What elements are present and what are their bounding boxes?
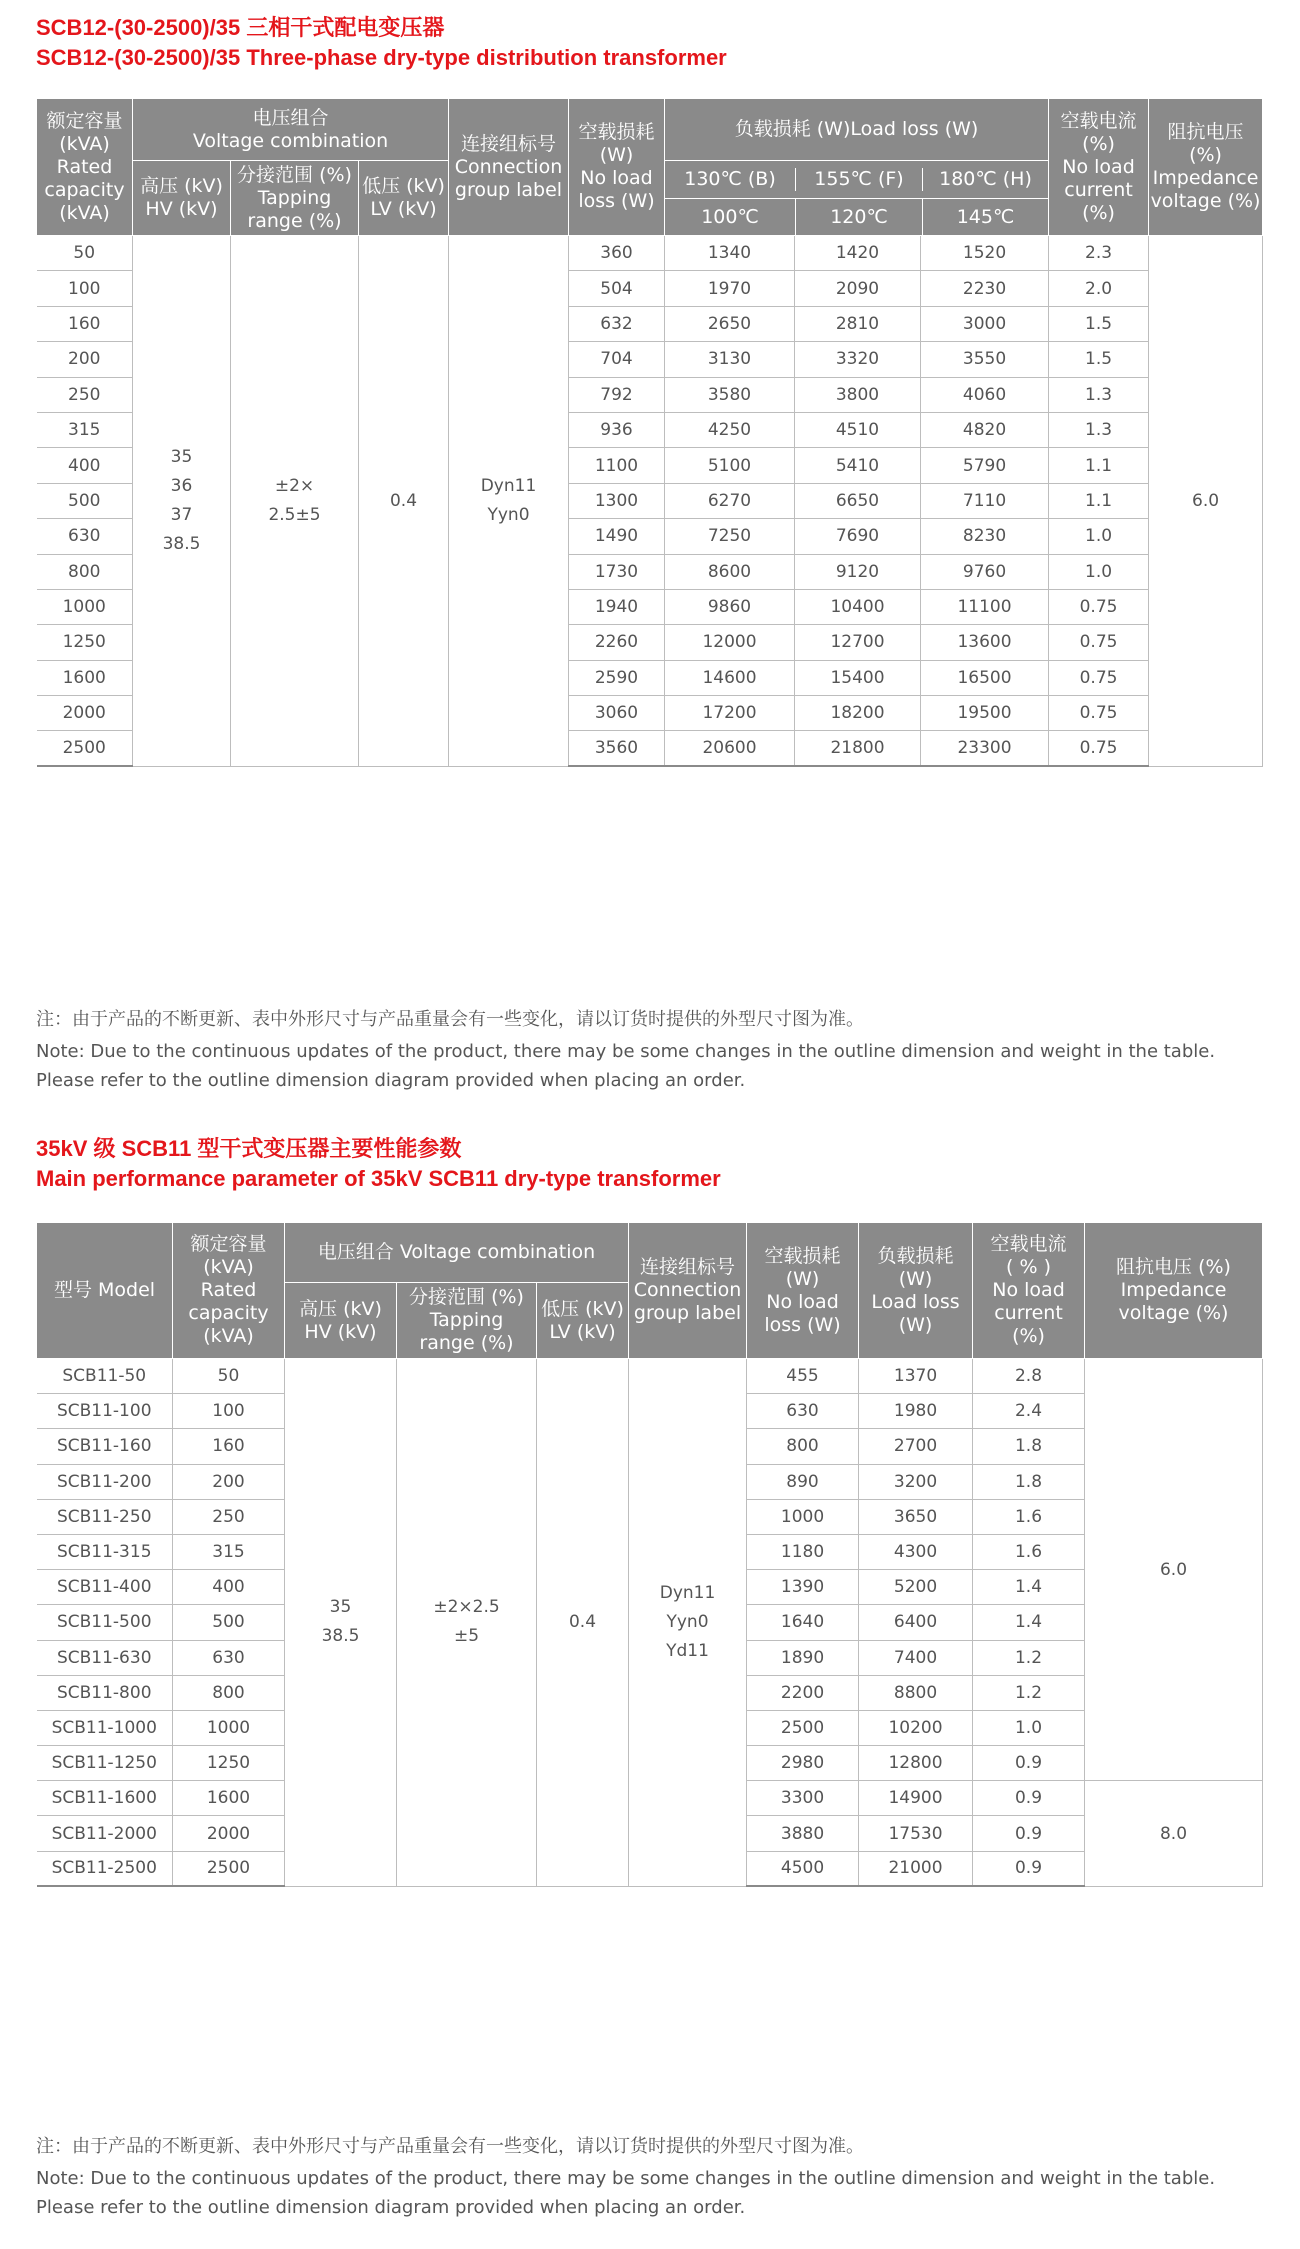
cell-impedance-merged: 6.0 bbox=[1149, 236, 1263, 767]
cell-no-load-current: 1.5 bbox=[1049, 342, 1149, 377]
cell-load-loss-b: 3130 bbox=[665, 342, 795, 377]
cell-load-loss-b: 3580 bbox=[665, 377, 795, 412]
cell-no-load-loss: 455 bbox=[747, 1359, 859, 1394]
cell-connection-merged bbox=[449, 236, 569, 767]
cell-capacity: 50 bbox=[37, 236, 133, 271]
cell-no-load-current: 0.75 bbox=[1049, 696, 1149, 731]
cell-no-load-current: 2.3 bbox=[1049, 236, 1149, 271]
section2-note-en2: Please refer to the outline dimension diagram provided when placing an order. bbox=[36, 2197, 746, 2218]
cell-no-load-loss: 800 bbox=[747, 1429, 859, 1464]
header-rated-capacity: 额定容量 (kVA) Rated capacity (kVA) bbox=[173, 1223, 285, 1359]
cell-model: SCB11-2000 bbox=[37, 1816, 173, 1851]
cell-capacity: 1250 bbox=[173, 1746, 285, 1781]
cell-load-loss-f: 2090 bbox=[795, 271, 921, 306]
cell-capacity: 2000 bbox=[37, 696, 133, 731]
cell-capacity: 200 bbox=[173, 1464, 285, 1499]
header-temp-b: 130℃ (B) bbox=[665, 168, 796, 191]
cell-no-load-loss: 1730 bbox=[569, 554, 665, 589]
header-load-loss: 负载损耗 (W)Load loss (W) bbox=[665, 99, 1049, 161]
cell-load-loss-f: 5410 bbox=[795, 448, 921, 483]
cell-no-load-loss: 936 bbox=[569, 412, 665, 447]
cell-model: SCB11-1000 bbox=[37, 1710, 173, 1745]
header-model: 型号 Model bbox=[37, 1223, 173, 1359]
header-no-load-current: 空载电流 (%) No load current (%) bbox=[1049, 99, 1149, 236]
header-rated-capacity: 额定容量 (kVA) Rated capacity (kVA) bbox=[37, 99, 133, 236]
cell-capacity: 160 bbox=[37, 306, 133, 341]
cell-tapping-merged-line: ±2×2.5 bbox=[433, 1597, 500, 1618]
cell-no-load-current: 0.75 bbox=[1049, 589, 1149, 624]
cell-tapping-merged-line: ±2× bbox=[274, 475, 315, 496]
cell-connection-merged-line: Dyn11 bbox=[659, 1582, 716, 1603]
cell-load-loss-f: 12700 bbox=[795, 625, 921, 660]
cell-load-loss: 8800 bbox=[859, 1675, 973, 1710]
cell-no-load-loss: 2500 bbox=[747, 1710, 859, 1745]
cell-no-load-current: 0.9 bbox=[973, 1851, 1085, 1886]
cell-no-load-loss: 2200 bbox=[747, 1675, 859, 1710]
cell-model: SCB11-100 bbox=[37, 1394, 173, 1429]
cell-no-load-loss: 1490 bbox=[569, 519, 665, 554]
cell-connection-merged-line: Yyn0 bbox=[666, 1611, 709, 1632]
cell-load-loss: 4300 bbox=[859, 1534, 973, 1569]
cell-load-loss: 14900 bbox=[859, 1781, 973, 1816]
section1-title-cn: SCB12-(30-2500)/35 三相干式配电变压器 bbox=[36, 15, 445, 40]
header-tapping-range: 分接范围 (%) Tapping range (%) bbox=[397, 1283, 537, 1359]
cell-load-loss: 21000 bbox=[859, 1851, 973, 1886]
cell-no-load-loss: 1390 bbox=[747, 1570, 859, 1605]
cell-no-load-current: 1.2 bbox=[973, 1675, 1085, 1710]
header-hv: 高压 (kV) HV (kV) bbox=[133, 161, 231, 236]
cell-no-load-current: 1.3 bbox=[1049, 377, 1149, 412]
header-impedance-voltage: 阻抗电压 (%) Impedance voltage (%) bbox=[1149, 99, 1263, 236]
cell-no-load-current: 2.4 bbox=[973, 1394, 1085, 1429]
cell-no-load-current: 1.8 bbox=[973, 1464, 1085, 1499]
cell-hv-merged bbox=[285, 1359, 397, 1887]
cell-no-load-current: 0.9 bbox=[973, 1746, 1085, 1781]
cell-no-load-loss: 3560 bbox=[569, 731, 665, 766]
cell-hv-merged-line: 35 bbox=[329, 1597, 352, 1618]
cell-tapping-merged-line: 2.5±5 bbox=[268, 504, 321, 525]
cell-no-load-current: 2.0 bbox=[1049, 271, 1149, 306]
header-ref-f: 120℃ bbox=[796, 199, 923, 235]
table-row bbox=[37, 1359, 1263, 1394]
cell-no-load-current: 0.75 bbox=[1049, 660, 1149, 695]
cell-no-load-current: 1.1 bbox=[1049, 483, 1149, 518]
cell-load-loss: 1980 bbox=[859, 1394, 973, 1429]
header-no-load-loss: 空载损耗 (W) No load loss (W) bbox=[747, 1223, 859, 1359]
cell-connection-merged bbox=[629, 1359, 747, 1887]
cell-tapping-merged bbox=[231, 236, 359, 767]
cell-capacity: 100 bbox=[173, 1394, 285, 1429]
cell-no-load-loss: 3060 bbox=[569, 696, 665, 731]
cell-load-loss-h: 23300 bbox=[921, 731, 1049, 766]
section2-title-cn: 35kV 级 SCB11 型干式变压器主要性能参数 bbox=[36, 1136, 462, 1161]
cell-no-load-loss: 360 bbox=[569, 236, 665, 271]
cell-load-loss: 5200 bbox=[859, 1570, 973, 1605]
cell-model: SCB11-400 bbox=[37, 1570, 173, 1605]
cell-load-loss-f: 10400 bbox=[795, 589, 921, 624]
cell-no-load-loss: 1890 bbox=[747, 1640, 859, 1675]
header-connection-group: 连接组标号 Connection group label bbox=[629, 1223, 747, 1359]
cell-no-load-current: 1.8 bbox=[973, 1429, 1085, 1464]
header-connection-group: 连接组标号 Connection group label bbox=[449, 99, 569, 236]
cell-load-loss: 1370 bbox=[859, 1359, 973, 1394]
cell-capacity: 200 bbox=[37, 342, 133, 377]
header-lv: 低压 (kV) LV (kV) bbox=[537, 1283, 629, 1359]
cell-load-loss-f: 21800 bbox=[795, 731, 921, 766]
cell-load-loss-b: 2650 bbox=[665, 306, 795, 341]
cell-load-loss-f: 2810 bbox=[795, 306, 921, 341]
cell-load-loss-b: 17200 bbox=[665, 696, 795, 731]
header-lv: 低压 (kV) LV (kV) bbox=[359, 161, 449, 236]
cell-no-load-loss: 1640 bbox=[747, 1605, 859, 1640]
cell-capacity: 315 bbox=[173, 1534, 285, 1569]
cell-no-load-loss: 792 bbox=[569, 377, 665, 412]
cell-load-loss-h: 5790 bbox=[921, 448, 1049, 483]
cell-load-loss-h: 11100 bbox=[921, 589, 1049, 624]
cell-no-load-loss: 1000 bbox=[747, 1499, 859, 1534]
cell-load-loss-f: 1420 bbox=[795, 236, 921, 271]
cell-no-load-current: 0.9 bbox=[973, 1816, 1085, 1851]
cell-load-loss-f: 4510 bbox=[795, 412, 921, 447]
cell-capacity: 1600 bbox=[173, 1781, 285, 1816]
cell-load-loss-b: 1340 bbox=[665, 236, 795, 271]
cell-load-loss-f: 15400 bbox=[795, 660, 921, 695]
cell-hv-merged-line: 38.5 bbox=[321, 1626, 360, 1647]
cell-hv-merged bbox=[133, 236, 231, 767]
cell-load-loss-b: 9860 bbox=[665, 589, 795, 624]
cell-no-load-current: 1.4 bbox=[973, 1570, 1085, 1605]
cell-model: SCB11-630 bbox=[37, 1640, 173, 1675]
cell-no-load-current: 0.75 bbox=[1049, 625, 1149, 660]
cell-connection-merged-line: Yyn0 bbox=[487, 504, 530, 525]
cell-capacity: 1000 bbox=[173, 1710, 285, 1745]
header-load-loss: 负载损耗 (W) Load loss (W) bbox=[859, 1223, 973, 1359]
cell-model: SCB11-200 bbox=[37, 1464, 173, 1499]
cell-capacity: 2000 bbox=[173, 1816, 285, 1851]
cell-no-load-loss: 1180 bbox=[747, 1534, 859, 1569]
cell-load-loss-h: 1520 bbox=[921, 236, 1049, 271]
cell-model: SCB11-250 bbox=[37, 1499, 173, 1534]
cell-load-loss-f: 7690 bbox=[795, 519, 921, 554]
cell-load-loss-h: 2230 bbox=[921, 271, 1049, 306]
cell-capacity: 250 bbox=[37, 377, 133, 412]
cell-load-loss-h: 7110 bbox=[921, 483, 1049, 518]
cell-no-load-current: 1.0 bbox=[1049, 519, 1149, 554]
cell-capacity: 315 bbox=[37, 412, 133, 447]
cell-load-loss-b: 14600 bbox=[665, 660, 795, 695]
cell-capacity: 630 bbox=[173, 1640, 285, 1675]
cell-load-loss-h: 9760 bbox=[921, 554, 1049, 589]
cell-load-loss-h: 13600 bbox=[921, 625, 1049, 660]
cell-no-load-current: 1.2 bbox=[973, 1640, 1085, 1675]
cell-no-load-current: 0.75 bbox=[1049, 731, 1149, 766]
cell-impedance-merged-b: 8.0 bbox=[1085, 1781, 1263, 1887]
cell-capacity: 500 bbox=[37, 483, 133, 518]
cell-model: SCB11-800 bbox=[37, 1675, 173, 1710]
cell-load-loss-h: 8230 bbox=[921, 519, 1049, 554]
cell-load-loss-h: 3000 bbox=[921, 306, 1049, 341]
cell-load-loss-b: 12000 bbox=[665, 625, 795, 660]
cell-no-load-current: 1.5 bbox=[1049, 306, 1149, 341]
cell-no-load-loss: 2260 bbox=[569, 625, 665, 660]
cell-no-load-current: 1.1 bbox=[1049, 448, 1149, 483]
cell-load-loss-b: 8600 bbox=[665, 554, 795, 589]
header-ref-h: 145℃ bbox=[956, 206, 1015, 228]
header-temp-h: 180℃ (H) bbox=[939, 168, 1032, 190]
cell-load-loss-b: 1970 bbox=[665, 271, 795, 306]
cell-model: SCB11-1600 bbox=[37, 1781, 173, 1816]
cell-no-load-current: 1.0 bbox=[1049, 554, 1149, 589]
cell-load-loss-h: 4060 bbox=[921, 377, 1049, 412]
cell-no-load-current: 0.9 bbox=[973, 1781, 1085, 1816]
cell-tapping-merged-line: ±5 bbox=[453, 1626, 480, 1647]
table-row bbox=[37, 236, 1263, 271]
scb12-spec-table bbox=[36, 98, 1263, 767]
cell-model: SCB11-315 bbox=[37, 1534, 173, 1569]
cell-capacity: 100 bbox=[37, 271, 133, 306]
cell-no-load-loss: 890 bbox=[747, 1464, 859, 1499]
cell-tapping-merged bbox=[397, 1359, 537, 1887]
header-voltage-combination: 电压组合 Voltage combination bbox=[133, 99, 449, 161]
section2-note-en1: Note: Due to the continuous updates of the product, there may be some changes in the outline dimension and weight in the table. bbox=[36, 2168, 1216, 2189]
header-voltage-combination: 电压组合 Voltage combination bbox=[285, 1223, 629, 1283]
cell-capacity: 400 bbox=[37, 448, 133, 483]
cell-capacity: 800 bbox=[37, 554, 133, 589]
cell-hv-merged-line: 35 bbox=[170, 446, 193, 467]
section1-note-en2: Please refer to the outline dimension diagram provided when placing an order. bbox=[36, 1070, 746, 1091]
header-no-load-current: 空载电流 ( % ) No load current (%) bbox=[973, 1223, 1085, 1359]
cell-hv-merged-line: 37 bbox=[170, 504, 193, 525]
cell-no-load-loss: 704 bbox=[569, 342, 665, 377]
cell-load-loss-h: 19500 bbox=[921, 696, 1049, 731]
header-hv: 高压 (kV) HV (kV) bbox=[285, 1283, 397, 1359]
cell-load-loss: 12800 bbox=[859, 1746, 973, 1781]
cell-no-load-loss: 2590 bbox=[569, 660, 665, 695]
cell-load-loss: 6400 bbox=[859, 1605, 973, 1640]
cell-capacity: 2500 bbox=[37, 731, 133, 766]
header-temperature-grid bbox=[665, 161, 1049, 236]
cell-capacity: 50 bbox=[173, 1359, 285, 1394]
cell-capacity: 630 bbox=[37, 519, 133, 554]
cell-load-loss: 7400 bbox=[859, 1640, 973, 1675]
cell-load-loss-f: 18200 bbox=[795, 696, 921, 731]
cell-load-loss-b: 5100 bbox=[665, 448, 795, 483]
section1-note-cn: 注：由于产品的不断更新、表中外形尺寸与产品重量会有一些变化，请以订货时提供的外型尺寸图为准。 bbox=[36, 1009, 864, 1030]
cell-capacity: 250 bbox=[173, 1499, 285, 1534]
cell-no-load-current: 1.0 bbox=[973, 1710, 1085, 1745]
cell-load-loss: 2700 bbox=[859, 1429, 973, 1464]
section1-note-en1: Note: Due to the continuous updates of the product, there may be some changes in the outline dimension and weight in the table. bbox=[36, 1041, 1216, 1062]
cell-connection-merged-line: Yd11 bbox=[666, 1640, 709, 1661]
cell-no-load-current: 1.3 bbox=[1049, 412, 1149, 447]
cell-load-loss: 10200 bbox=[859, 1710, 973, 1745]
cell-no-load-loss: 3880 bbox=[747, 1816, 859, 1851]
cell-no-load-loss: 2980 bbox=[747, 1746, 859, 1781]
cell-no-load-loss: 630 bbox=[747, 1394, 859, 1429]
cell-load-loss-b: 7250 bbox=[665, 519, 795, 554]
cell-load-loss-f: 6650 bbox=[795, 483, 921, 518]
cell-no-load-loss: 3300 bbox=[747, 1781, 859, 1816]
cell-load-loss-b: 4250 bbox=[665, 412, 795, 447]
cell-connection-merged-line: Dyn11 bbox=[480, 475, 537, 496]
cell-model: SCB11-50 bbox=[37, 1359, 173, 1394]
cell-load-loss-h: 16500 bbox=[921, 660, 1049, 695]
cell-no-load-loss: 1100 bbox=[569, 448, 665, 483]
cell-load-loss-b: 20600 bbox=[665, 731, 795, 766]
cell-capacity: 1000 bbox=[37, 589, 133, 624]
cell-hv-merged-line: 38.5 bbox=[162, 533, 201, 554]
cell-no-load-loss: 1940 bbox=[569, 589, 665, 624]
section1-title-en: SCB12-(30-2500)/35 Three-phase dry-type distribution transformer bbox=[36, 45, 727, 70]
cell-no-load-current: 1.4 bbox=[973, 1605, 1085, 1640]
cell-load-loss: 17530 bbox=[859, 1816, 973, 1851]
cell-model: SCB11-160 bbox=[37, 1429, 173, 1464]
cell-no-load-loss: 504 bbox=[569, 271, 665, 306]
header-no-load-loss: 空载损耗 (W) No load loss (W) bbox=[569, 99, 665, 236]
cell-hv-merged-line: 36 bbox=[170, 475, 193, 496]
header-ref-b: 100℃ bbox=[665, 199, 796, 235]
cell-load-loss: 3200 bbox=[859, 1464, 973, 1499]
cell-model: SCB11-2500 bbox=[37, 1851, 173, 1886]
cell-load-loss-h: 3550 bbox=[921, 342, 1049, 377]
cell-no-load-current: 1.6 bbox=[973, 1499, 1085, 1534]
scb11-spec-table bbox=[36, 1222, 1263, 1887]
cell-no-load-current: 2.8 bbox=[973, 1359, 1085, 1394]
cell-model: SCB11-1250 bbox=[37, 1746, 173, 1781]
cell-capacity: 800 bbox=[173, 1675, 285, 1710]
cell-capacity: 160 bbox=[173, 1429, 285, 1464]
header-tapping-range: 分接范围 (%) Tapping range (%) bbox=[231, 161, 359, 236]
cell-load-loss-b: 6270 bbox=[665, 483, 795, 518]
cell-capacity: 500 bbox=[173, 1605, 285, 1640]
cell-lv-merged: 0.4 bbox=[537, 1359, 629, 1887]
section2-note-cn: 注：由于产品的不断更新、表中外形尺寸与产品重量会有一些变化，请以订货时提供的外型尺寸图为准。 bbox=[36, 2136, 864, 2157]
cell-no-load-loss: 632 bbox=[569, 306, 665, 341]
cell-model: SCB11-500 bbox=[37, 1605, 173, 1640]
cell-no-load-loss: 4500 bbox=[747, 1851, 859, 1886]
cell-lv-merged: 0.4 bbox=[359, 236, 449, 767]
header-impedance-voltage: 阻抗电压 (%) Impedance voltage (%) bbox=[1085, 1223, 1263, 1359]
section2-title-en: Main performance parameter of 35kV SCB11 dry-type transformer bbox=[36, 1166, 721, 1191]
cell-load-loss-f: 9120 bbox=[795, 554, 921, 589]
cell-capacity: 2500 bbox=[173, 1851, 285, 1886]
cell-load-loss-f: 3800 bbox=[795, 377, 921, 412]
cell-capacity: 1600 bbox=[37, 660, 133, 695]
cell-load-loss: 3650 bbox=[859, 1499, 973, 1534]
cell-load-loss-h: 4820 bbox=[921, 412, 1049, 447]
cell-impedance-merged-a: 6.0 bbox=[1085, 1359, 1263, 1781]
header-temp-f: 155℃ (F) bbox=[796, 168, 923, 191]
cell-capacity: 400 bbox=[173, 1570, 285, 1605]
cell-capacity: 1250 bbox=[37, 625, 133, 660]
cell-no-load-loss: 1300 bbox=[569, 483, 665, 518]
cell-load-loss-f: 3320 bbox=[795, 342, 921, 377]
cell-no-load-current: 1.6 bbox=[973, 1534, 1085, 1569]
